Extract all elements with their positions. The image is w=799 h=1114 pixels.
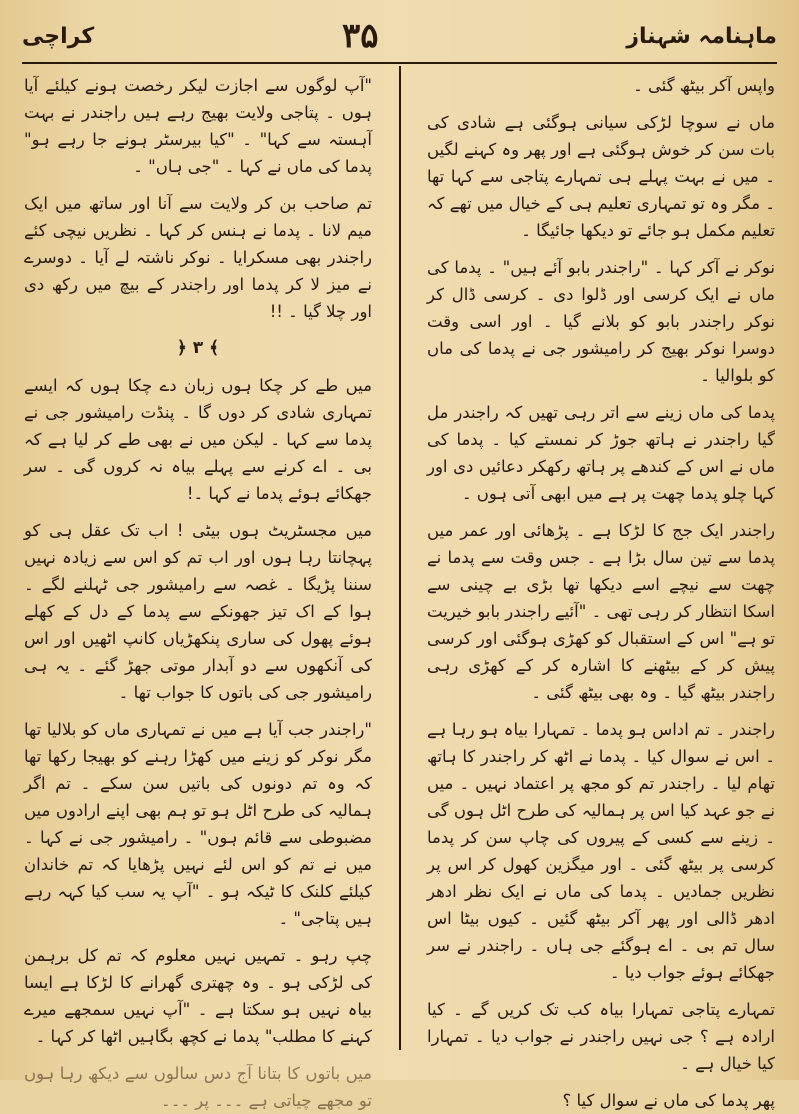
paragraph: میں مجسٹریٹ ہوں بیٹی ! اب تک عقل ہی کو پہچانتا رہا ہوں اور اب تم کو اس سے زیادہ نہیں سننا پڑیگا ۔ غصہ سے رامیشور جی ٹہلنے لگے ۔ ہوا کے اک تیز جھونکے سے پدما کے دل کے کھلے ہوئے پھول کی ساری پنکھڑیاں کانپ اٹھیں اور اس کی آنکھوں سے دو آبدار موتی جھڑ گئے ۔ یہ ہی رامیشور جی کی باتوں کا جواب تھا ۔ bbox=[24, 521, 372, 702]
paragraph: پھر پدما کی ماں نے سوال کیا ؟ bbox=[562, 1091, 775, 1110]
right-column bbox=[427, 72, 775, 1110]
column-divider bbox=[399, 66, 401, 1050]
paragraph: راجندر ۔ تم اداس ہو پدما ۔ تمہارا بیاہ ہو رہا ہے ۔ اس نے سوال کیا ۔ پدما نے اٹھ کر راجندر کا ہاتھ تھام لیا ۔ راجندر تم کو مجھ پر اعتماد نہیں ۔ میں نے جو عہد کیا اس پر ہمالیہ کی طرح اٹل ہوں گی ۔ زینے سے کسی کے پیروں کی چاپ سن کر پدما کرسی پر بیٹھ گئی ۔ اور میگزین کھول کر اس پر نظریں جمادیں ۔ پدما کی ماں نے ایک نظر ادھر ادھر ڈالی اور پھر آکر بیٹھ گئیں ۔ کیوں بیٹا اس سال تم بی ۔ اے ہوگئے جی ہاں ۔ راجندر نے سر جھکائے ہوئے جواب دیا ۔ bbox=[427, 720, 775, 982]
header-city: کراچی bbox=[22, 23, 95, 49]
header-rule bbox=[22, 62, 777, 64]
paragraph: ماں نے سوچا لڑکی سیانی ہوگئی ہے شادی کی بات سن کر خوش ہوگئی ہے اور پھر وہ کہنے لگیں ۔ میں نے بہت پہلے ہی تمہارے پتاجی سے کہا تھا ۔ مگر وہ تو تمہاری تعلیم ہی کے خیال میں تھے کہ تعلیم مکمل ہو جائے تو دیکھا جائیگا ۔ bbox=[427, 113, 775, 240]
page-number: ۳۵ bbox=[341, 16, 379, 56]
section-number: ﴿ ۳ ﴾ bbox=[176, 338, 220, 358]
page-header bbox=[22, 12, 777, 60]
paragraph: واپس آکر بیٹھ گئی ۔ bbox=[633, 76, 775, 95]
paragraph: چپ رہو ۔ تمہیں نہیں معلوم کہ تم کل برہمن کی لڑکی ہو ۔ وہ چھتری گھرانے کا لڑکا ہے ایسا بیاہ نہیں ہو سکتا ہے ۔ "آپ نہیں سمجھے میرے کہنے کا مطلب" پدما نے کچھ بگاہیں اٹھا کر کہا ۔ bbox=[24, 946, 372, 1046]
faded-paragraph: میں باتوں کا بتانا آج دس سالوں سے دیکھ رہا ہوں تو مجھے چیاتی ہے ۔۔۔ پر ۔۔۔ bbox=[24, 1064, 372, 1110]
paragraph: میں طے کر چکا ہوں زبان دے چکا ہوں کہ ایسے تمہاری شادی کر دوں گا ۔ پنڈت رامیشور جی نے پدما سے کہا ۔ لیکن میں نے بھی طے کر لیا ہے کہ بی ۔ اے کرنے سے پہلے بیاہ نہ کروں گی ۔ سر جھکائے ہوئے پدما نے کہا ۔! bbox=[24, 376, 372, 503]
paragraph: نوکر نے آکر کہا ۔ "راجندر بابو آئے ہیں" ۔ پدما کی ماں نے ایک کرسی اور ڈلوا دی ۔ کرسی ڈال کر نوکر راجندر بابو کو بلانے گیا ۔ اور اسی وقت دوسرا نوکر بھیج کر رامیشور جی نے پدما کی ماں کو بلوالیا ۔ bbox=[427, 258, 775, 385]
left-column bbox=[24, 72, 372, 1110]
header-magazine-name: ماہنامہ شہناز bbox=[626, 23, 777, 49]
paragraph: "راجندر جب آیا ہے میں نے تمہاری ماں کو بلالیا تھا مگر نوکر کو زینے میں کھڑا رہنے کو بھیجا رکھا تھا کہ وہ تم دونوں کی باتیں سن سکے ۔ تم اگر ہمالیہ کی طرح اٹل ہو تو ہم بھی اپنے ارادوں میں مضبوطی سے قائم ہوں" ۔ رامیشور جی نے کہا ۔ میں نے تم کو اس لئے نہیں پڑھایا کہ تم خاندان کیلئے کلنک کا ٹیکہ ہو ۔ "آپ یہ سب کیا کہہ رہے ہیں پتاجی" ۔ bbox=[24, 720, 372, 928]
paragraph: راجندر ایک جج کا لڑکا ہے ۔ پڑھائی اور عمر میں پدما سے تین سال بڑا ہے ۔ جس وقت سے پدما نے چھت سے نیچے اسے دیکھا تھا بڑی بے چینی سے اسکا انتظار کر رہی تھی ۔ "آئیے راجندر بابو خیریت تو ہے" اس کے استقبال کو کھڑی ہوگئی اور کرسی پیش کر کے بیٹھنے کا اشارہ کر کے کھڑی رہی راجندر بیٹھ گیا ۔ وہ بھی بیٹھ گئی ۔ bbox=[427, 521, 775, 702]
paragraph: تم صاحب بن کر ولایت سے آنا اور ساتھ میں ایک میم لانا ۔ پدما نے ہنس کر کہا ۔ نظریں نیچی کئے راجندر بھی مسکرایا ۔ نوکر ناشتہ لے آیا ۔ دوسرے نے میز لا کر پدما اور راجندر کے بیچ میں رکھ دی اور چلا گیا ۔ !! bbox=[24, 194, 372, 321]
paragraph: "آپ لوگوں سے اجازت لیکر رخصت ہونے کیلئے آیا ہوں ۔ پتاجی ولایت بھیج رہے ہیں راجندر نے بہت آہستہ سے کہا" ۔ "کیا بیرسٹر ہونے جا رہے ہو" پدما کی ماں نے کہا ۔ "جی ہاں" ۔ bbox=[24, 76, 372, 176]
paragraph: پدما کی ماں زینے سے اتر رہی تھیں کہ راجندر مل گیا راجندر نے ہاتھ جوڑ کر نمستے کیا ۔ پدما کی ماں نے اس کے کندھے پر ہاتھ رکھکر دعائیں دی اور کہا چلو پدما چھت پر ہے میں ابھی آتی ہوں ۔ bbox=[427, 403, 775, 503]
paragraph: تمہارے پتاجی تمہارا بیاہ کب تک کریں گے ۔ کیا ارادہ ہے ؟ جی نہیں راجندر نے جواب دیا ۔ تمہارا کیا خیال ہے ۔ bbox=[427, 1000, 775, 1073]
